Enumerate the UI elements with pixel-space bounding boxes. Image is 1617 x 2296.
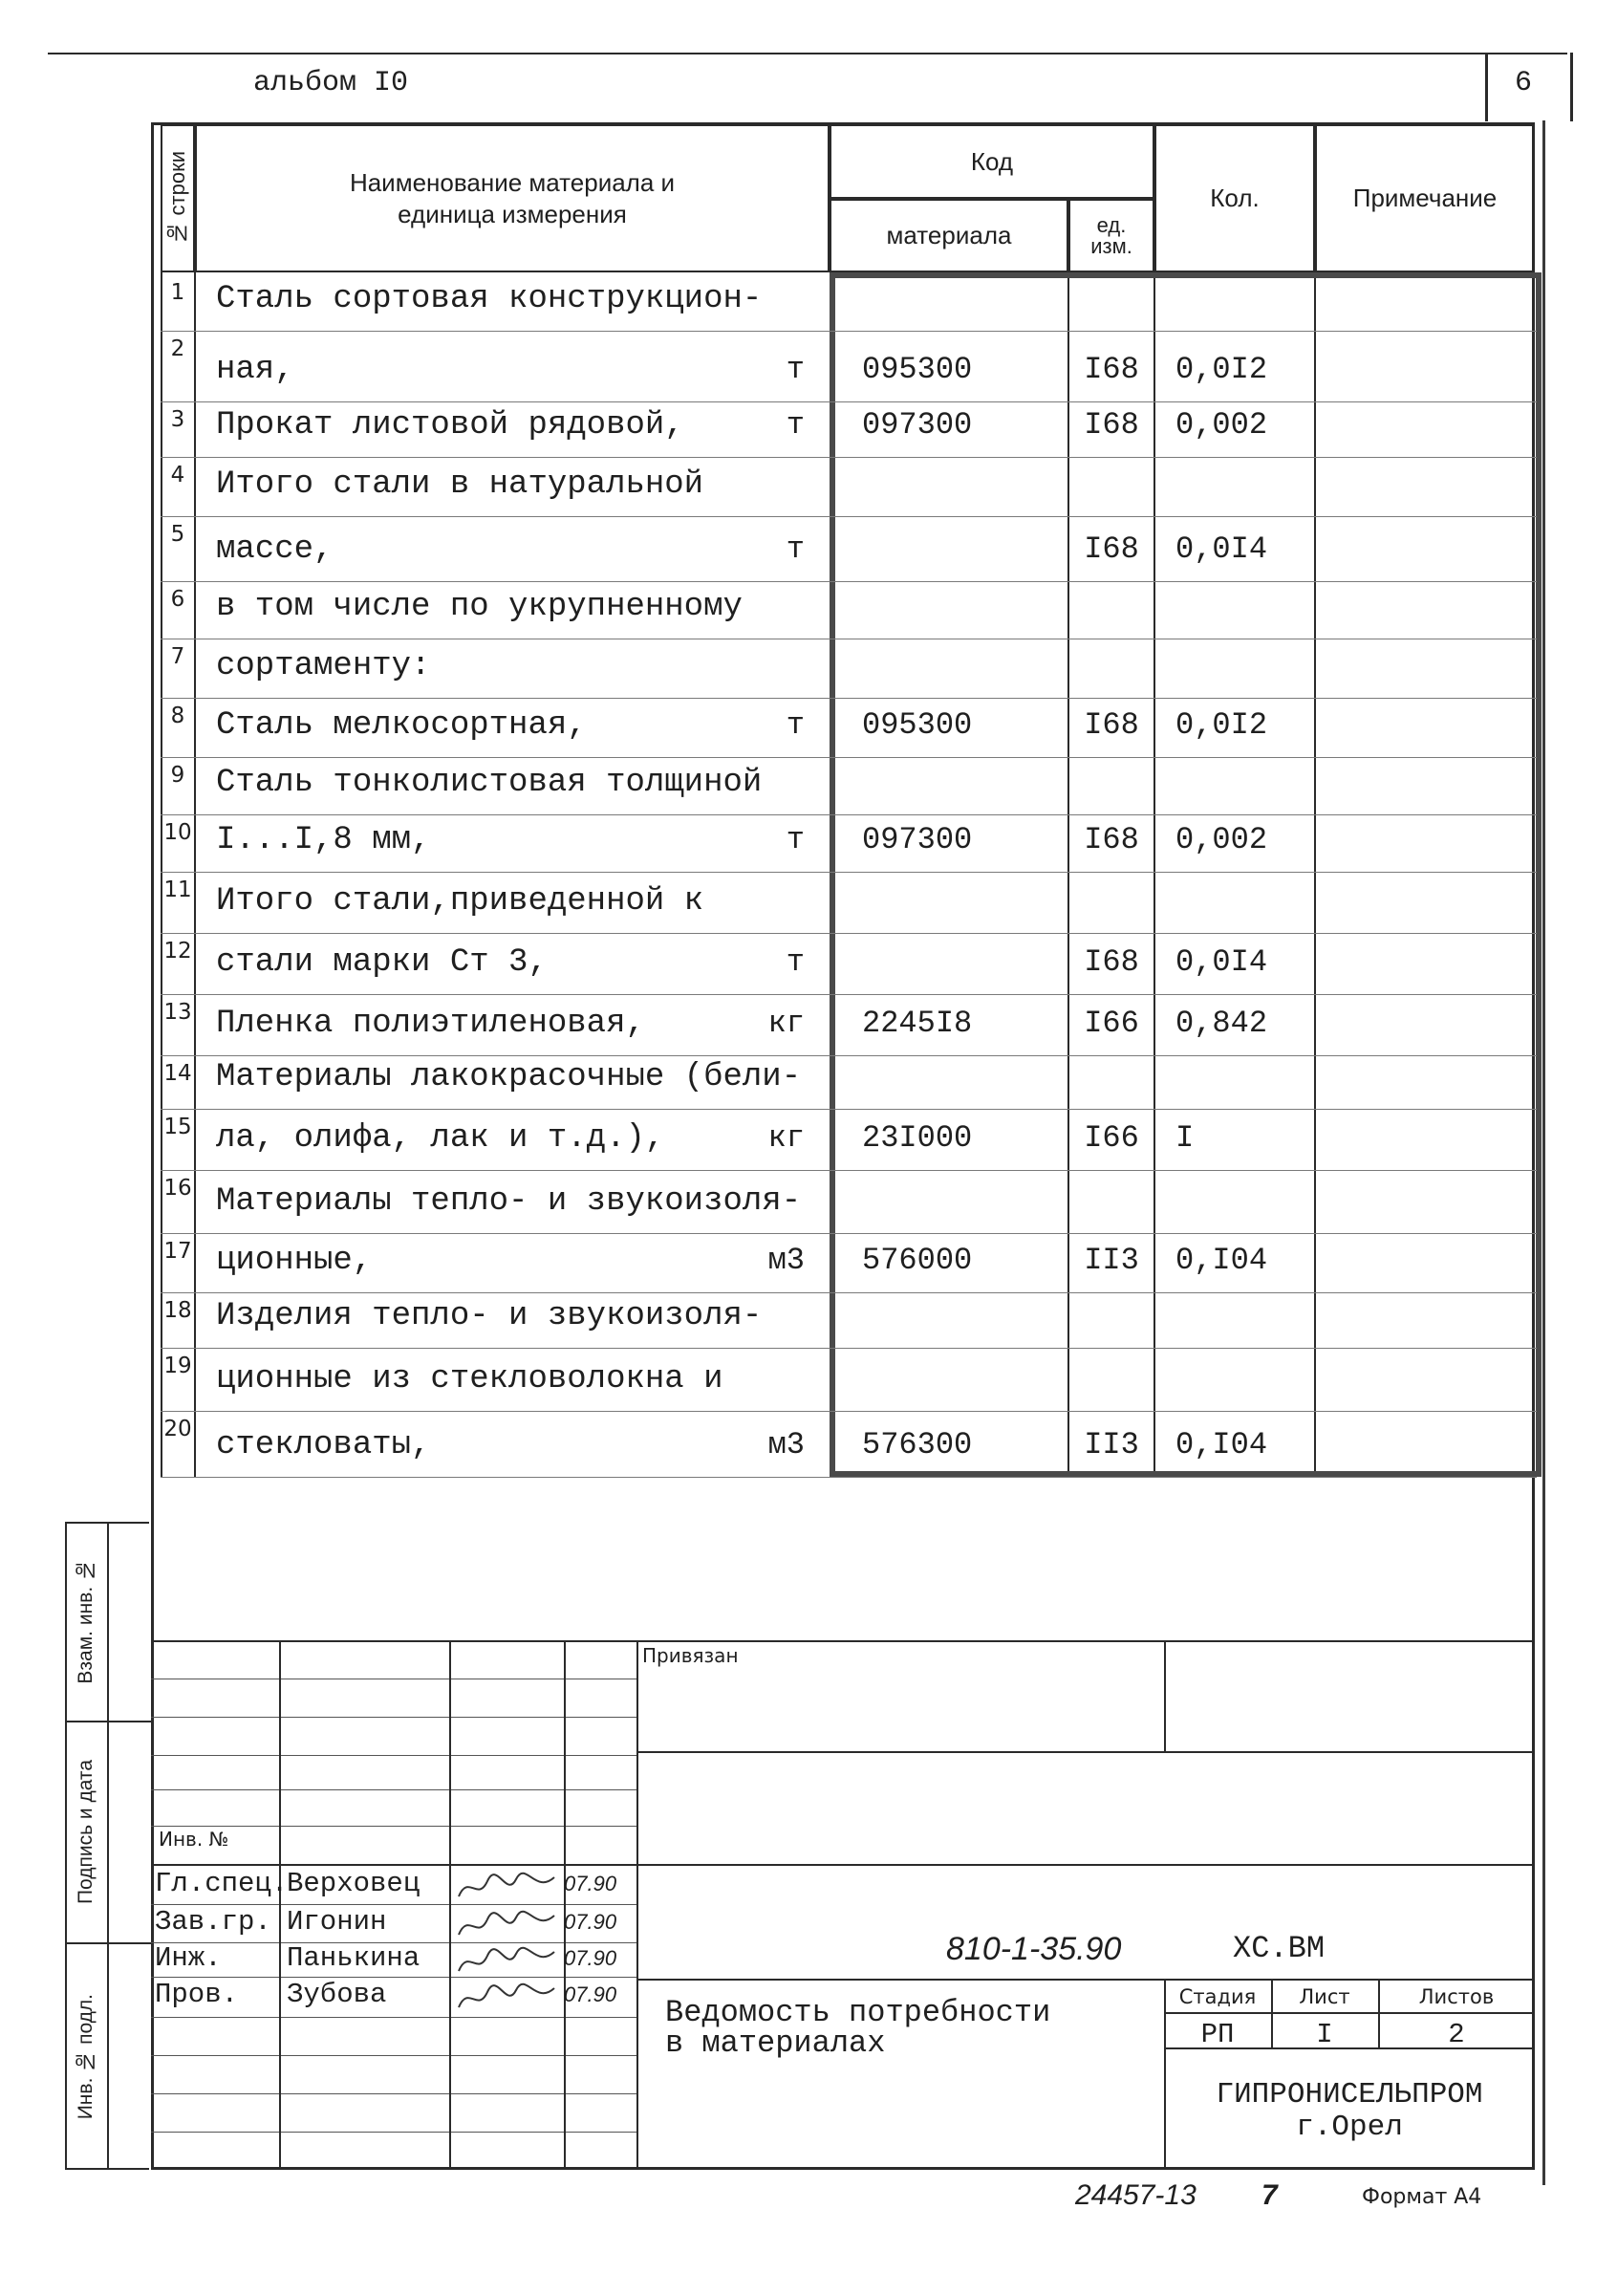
signer-role: Инж. [155, 1942, 222, 1974]
sheets-label: Листов [1418, 1985, 1495, 2008]
sheets-value: 2 [1448, 2019, 1465, 2050]
row-unit-code: I68 [1084, 407, 1139, 443]
row-unit: т [786, 407, 805, 443]
row-material-name: Материалы тепло- и звукоизоля- [216, 1183, 802, 1220]
row-number: 9 [170, 763, 185, 788]
sheet-value: I [1316, 2019, 1333, 2050]
tb-vline [1164, 1640, 1166, 1751]
row-quantity: 0,I04 [1175, 1243, 1268, 1278]
row-divider [161, 1348, 1537, 1349]
row-material-name: массе, [216, 531, 334, 568]
margin-original-inv [65, 1944, 107, 2170]
tb-line [636, 1751, 1535, 1753]
row-divider [161, 581, 1537, 582]
tb-line [151, 1864, 1535, 1866]
row-material-code: 097300 [862, 822, 973, 857]
header-unit-code-label: ед. изм. [1090, 212, 1132, 258]
row-number: 15 [163, 1115, 192, 1139]
signer-name: Игонин [287, 1906, 387, 1938]
stage-label: Стадия [1178, 1985, 1257, 2008]
row-unit: т [786, 531, 805, 567]
tb-line [151, 1640, 1535, 1642]
row-divider [161, 1233, 1537, 1234]
row-material-name: Прокат листовой рядовой, [216, 407, 684, 444]
margin-signature-date-label: Подпись и дата [75, 1760, 97, 1905]
row-material-name: Сталь тонколистовая толщиной [216, 765, 763, 801]
row-quantity: 0,0I2 [1175, 707, 1268, 743]
row-divider [161, 1170, 1537, 1171]
bound-label: Привязан [642, 1644, 739, 1667]
row-divider [161, 814, 1537, 815]
row-divider [161, 757, 1537, 758]
row-number: 11 [163, 877, 192, 902]
row-material-name: ционные из стекловолокна и [216, 1361, 723, 1397]
row-number: 20 [163, 1417, 192, 1441]
row-material-code: 576000 [862, 1243, 973, 1278]
row-divider [161, 933, 1537, 934]
organization-name: ГИПРОНИСЕЛЬПРОМ [1216, 2078, 1483, 2112]
row-divider [161, 1477, 1537, 1478]
signer-date: 07.90 [564, 1872, 617, 1895]
row-quantity: 0,0I4 [1175, 944, 1268, 980]
row-number: 16 [163, 1176, 192, 1201]
signer-name: Верховец [287, 1868, 420, 1899]
row-material-name: ла, олифа, лак и т.д.), [216, 1120, 665, 1157]
stage-value: РП [1200, 2019, 1235, 2050]
row-material-name: Материалы лакокрасочные (бели- [216, 1059, 802, 1095]
row-number: 3 [170, 407, 185, 432]
row-divider [161, 1292, 1537, 1293]
row-number: 6 [170, 587, 185, 612]
row-divider [161, 698, 1537, 699]
header-quantity: Кол. [1154, 124, 1315, 272]
row-quantity: 0,0I2 [1175, 352, 1268, 387]
row-material-name: Изделия тепло- и звукоизоля- [216, 1298, 763, 1334]
row-material-code: 2245I8 [862, 1006, 973, 1041]
signature-scribble [455, 1944, 560, 1979]
margin-original-inv-label: Инв. № подл. [75, 1994, 97, 2120]
row-material-code: 095300 [862, 707, 973, 743]
header-material-name [195, 124, 830, 272]
row-divider [161, 1055, 1537, 1056]
row-number: 14 [163, 1061, 192, 1086]
inv-number-label: Инв. № [159, 1828, 229, 1851]
header-code: Код [830, 124, 1154, 199]
row-divider [161, 872, 1537, 873]
row-unit-code: I68 [1084, 707, 1139, 743]
row-material-name: Итого стали,приведенной к [216, 883, 704, 920]
row-number: 12 [163, 939, 192, 964]
right-edge-line [1542, 120, 1545, 2185]
signer-role: Зав.гр. [155, 1906, 271, 1938]
format-label: Формат А4 [1362, 2185, 1482, 2209]
row-divider [161, 401, 1537, 402]
row-unit: м3 [767, 1427, 805, 1462]
row-number: 7 [170, 644, 185, 669]
header-row-number-label: № строки [165, 151, 190, 246]
row-unit: т [786, 944, 805, 980]
header-material-code: материала [830, 199, 1068, 272]
document-title-line-2: в материалах [665, 2025, 886, 2061]
document-mark: ХС.ВМ [1233, 1931, 1326, 1966]
row-material-name: I...I,8 мм, [216, 822, 431, 858]
row-number: 8 [170, 704, 185, 728]
row-material-name: стали марки Ст 3, [216, 944, 548, 981]
row-material-name: Итого стали в натуральной [216, 466, 704, 503]
album-label: альбом I0 [253, 67, 409, 99]
row-quantity: 0,002 [1175, 407, 1268, 443]
header-note: Примечание [1315, 124, 1535, 272]
row-unit: т [786, 822, 805, 857]
sheet-number: 6 [1515, 67, 1533, 99]
tb-line [636, 1979, 1535, 1981]
row-unit-code: II3 [1084, 1427, 1139, 1462]
signature-scribble [455, 1870, 560, 1904]
row-divider [161, 331, 1537, 332]
row-material-code: 576300 [862, 1427, 973, 1462]
row-unit-code: I68 [1084, 944, 1139, 980]
row-unit-code: I68 [1084, 531, 1139, 567]
row-quantity: 0,842 [1175, 1006, 1268, 1041]
row-unit-code: I66 [1084, 1120, 1139, 1156]
row-number: 17 [163, 1239, 192, 1264]
organization [1164, 2079, 1535, 2144]
document-title-line-1: Ведомость потребности [665, 1995, 1051, 2030]
row-material-name: Сталь мелкосортная, [216, 707, 587, 744]
row-material-code: 23I000 [862, 1120, 973, 1156]
row-unit: кг [767, 1120, 805, 1156]
row-quantity: 0,0I4 [1175, 531, 1268, 567]
row-quantity: I [1175, 1120, 1195, 1156]
row-number: 10 [163, 820, 192, 845]
signer-role: Гл.спец. [155, 1868, 289, 1899]
row-material-name: стекловаты, [216, 1427, 431, 1463]
row-unit: кг [767, 1006, 805, 1041]
row-unit: т [786, 707, 805, 743]
row-divider [161, 994, 1537, 995]
row-material-name: ционные, [216, 1243, 373, 1279]
footer-page-number: 7 [1261, 2179, 1278, 2211]
row-unit-code: I66 [1084, 1006, 1139, 1041]
signer-name: Панькина [287, 1942, 420, 1974]
row-unit-code: II3 [1084, 1243, 1139, 1278]
header-row-number [161, 124, 195, 272]
row-divider [161, 516, 1537, 517]
row-number: 1 [170, 280, 185, 305]
signer-date: 07.90 [564, 1982, 617, 2006]
margin-signature-date [65, 1722, 107, 1942]
signer-date: 07.90 [564, 1910, 617, 1934]
document-title [665, 1995, 1051, 2061]
row-quantity: 0,002 [1175, 822, 1268, 857]
header-material-name-label: Наименование материала и единица измерения [349, 168, 676, 228]
row-number: 13 [163, 1000, 192, 1025]
row-material-code: 097300 [862, 407, 973, 443]
code-quantity-box [830, 272, 1542, 1477]
row-number: 19 [163, 1354, 192, 1378]
row-unit-code: I68 [1084, 352, 1139, 387]
row-material-code: 095300 [862, 352, 973, 387]
row-divider [161, 457, 1537, 458]
top-border [48, 53, 1567, 54]
row-divider [161, 1411, 1537, 1412]
row-unit: т [786, 352, 805, 387]
row-number: 2 [170, 336, 185, 361]
signature-scribble [455, 1981, 560, 2015]
row-material-name: ная, [216, 352, 294, 388]
signer-role: Пров. [155, 1979, 239, 2010]
tb-vline [564, 1640, 566, 2170]
signer-name: Зубова [287, 1979, 387, 2010]
organization-city: г.Орел [1296, 2111, 1403, 2145]
row-material-name: сортаменту: [216, 648, 431, 684]
row-quantity: 0,I04 [1175, 1427, 1268, 1462]
signature-scribble [455, 1908, 560, 1942]
row-unit: м3 [767, 1243, 805, 1278]
row-material-name: Сталь сортовая конструкцион- [216, 281, 763, 317]
grid-line [194, 272, 196, 1477]
document-designation: 810-1-35.90 [946, 1931, 1122, 1967]
margin-inner-line [107, 1522, 109, 2170]
sheet-label: Лист [1299, 1985, 1350, 2008]
header-unit-code [1068, 199, 1154, 272]
tb-vline [279, 1640, 281, 2170]
row-material-name: в том числе по укрупненному [216, 589, 743, 625]
row-divider [161, 1109, 1537, 1110]
row-number: 18 [163, 1298, 192, 1323]
row-material-name: Пленка полиэтиленовая, [216, 1006, 645, 1042]
signer-date: 07.90 [564, 1946, 617, 1970]
row-number: 4 [170, 463, 185, 487]
tb-vline [449, 1640, 451, 2170]
margin-replacement-inv [65, 1522, 107, 1721]
tb-line [1164, 2012, 1535, 2014]
tb-vline [636, 1640, 638, 2170]
row-unit-code: I68 [1084, 822, 1139, 857]
row-number: 5 [170, 522, 185, 547]
grid-line [161, 272, 162, 1477]
margin-replacement-inv-label: Взам. инв. № [75, 1558, 97, 1684]
archive-code: 24457-13 [1075, 2179, 1197, 2211]
